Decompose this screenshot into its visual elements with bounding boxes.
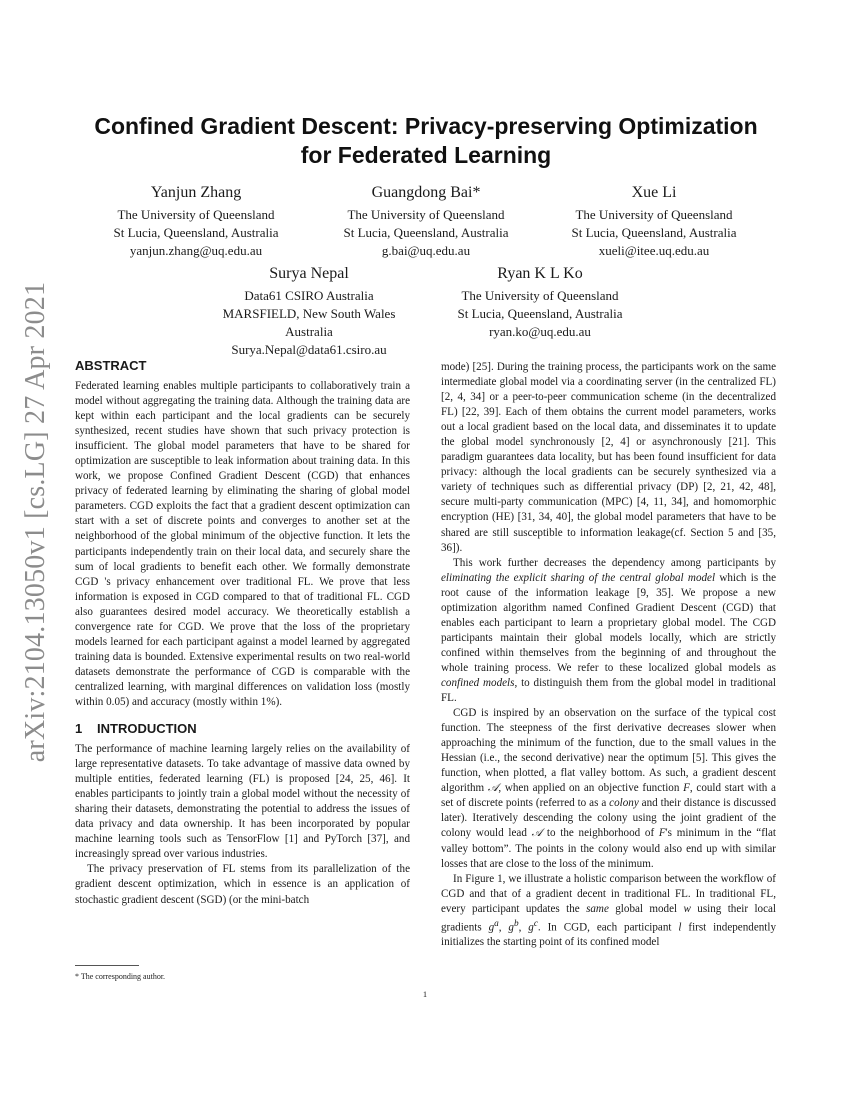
- text-run: . In CGD, each participant: [537, 921, 679, 934]
- introduction-paragraph-1: The performance of machine learning largely relies on the availability of large representative datasets. To take advantage of massive data owned by multiple entities, federated learning (FL) is proposed [24, 25, 46]. It enables participants to jointly train a global model without the necessity of sharing their datasets, demonstrating the potential to address the issues of data privacy and data ownership. It has been incorporated by popular machine learning tools such as TensorFlow [1] and PyTorch [37], and increasingly spread over various industries.: [75, 743, 410, 861]
- text-run: 's minimum in the “flat valley bottom”. The points in the colony would also end up with similar losses that are close to the loss of the minimum.: [441, 827, 776, 870]
- left-column: [75, 358, 410, 908]
- author-email: ryan.ko@uq.edu.au: [489, 324, 591, 339]
- body-paragraph-inspiration: [441, 706, 776, 872]
- text-run: , when applied on an objective function: [498, 782, 684, 795]
- author-email: g.bai@uq.edu.au: [381, 243, 471, 258]
- footnote-text: * The corresponding author.: [75, 972, 166, 981]
- math-symbol: w: [683, 902, 691, 915]
- text-run: global model: [608, 902, 684, 915]
- section-title: INTRODUCTION: [97, 721, 197, 737]
- math-symbol: l: [678, 921, 682, 934]
- author-affiliation: The University of Queensland: [461, 288, 619, 303]
- introduction-paragraph-2: The privacy preservation of FL stems from its parallelization of the gradient descent optimization, which in essence is an application of stochastic gradient descent (SGD) (or the mini-batch: [75, 863, 410, 906]
- right-column: [441, 360, 776, 951]
- author-block-3: [554, 183, 754, 260]
- body-paragraph-cgd-intro: [441, 556, 776, 706]
- arxiv-identifier-stamp: [14, 281, 58, 763]
- author-country: Australia: [285, 324, 333, 339]
- text-run: In Figure 1, we illustrate a holistic comparison between the workflow of CGD and that of a gradient decent in traditional FL. In traditional FL, every participant updates the: [441, 872, 776, 915]
- text-run: CGD is inspired by an observation on the surface of the typical cost function. The steepness of the first derivative decreases slower when approaching the minimum of the function, due to the small values in the Hessian (i.e., the second derivative) near the optimum [5]. This gives the function, when plotted, a flat valley bottom. As such, a gradient descent algorithm: [441, 707, 776, 795]
- author-block-2: [326, 183, 526, 260]
- math-superscript: c: [533, 918, 538, 929]
- author-location: St Lucia, Queensland, Australia: [571, 225, 737, 240]
- page-number: 1: [422, 989, 428, 999]
- author-location: MARSFIELD, New South Wales: [222, 306, 396, 321]
- author-name: Guangdong Bai*: [371, 184, 481, 201]
- emphasis-text: colony: [609, 797, 639, 810]
- paper-title: [80, 112, 772, 170]
- text-run: This work further decreases the dependency among participants by: [453, 556, 776, 569]
- author-name: Yanjun Zhang: [150, 184, 242, 201]
- author-affiliation: The University of Queensland: [575, 207, 733, 222]
- emphasis-text: same: [586, 902, 609, 915]
- body-paragraph-continued: mode) [25]. During the training process, the participants work on the same intermediate global model via a coordinating server (in the centralized FL) [2, 4, 34] or a peer-to-peer communication scheme (in the decentralized FL) [22, 39]. Each of them obtains the current model parameters, works out a local gradient based on the local data, and disseminates it to update the global model synchronously [2, 4] or asynchronously [21]. This paradigm guarantees data locality, but has been found insufficient for data privacy: although the local gradients can be securely synthesized via a variety of techniques such as differential privacy (DP) [2, 21, 42, 48], secure multi-party communication (MPC) [4, 11, 34], and homomorphic encryption (HE) [31, 34, 40], the global model parameters that have to be shared are still susceptible to information leakage(cf. Section 5 and [35, 36]).: [441, 361, 776, 554]
- author-block-5: [438, 264, 642, 341]
- math-symbol: g: [488, 921, 495, 934]
- text-run: using their local gradients: [441, 902, 776, 934]
- author-affiliation: The University of Queensland: [117, 207, 275, 222]
- text-run: to the neighborhood of: [542, 827, 659, 840]
- emphasis-text: eliminating the explicit sharing of the central global model: [441, 571, 716, 584]
- text-run: which is the root cause of the information leakage [9, 35]. We propose a new optimization algorithm named Confined Gradient Descent (CGD) that enables each participant to learn a proprietary global model. The CGD participants maintain their global models locally, which are strictly confined within themselves from the beginning of and throughout the whole training process. We refer to these localized global models as: [441, 571, 776, 674]
- author-location: St Lucia, Queensland, Australia: [457, 306, 623, 321]
- math-symbol: F: [683, 782, 690, 795]
- paper-title-line-2: for Federated Learning: [300, 142, 552, 168]
- author-location: St Lucia, Queensland, Australia: [343, 225, 509, 240]
- math-symbol: g: [528, 921, 534, 934]
- author-email: Surya.Nepal@data61.csiro.au: [231, 342, 387, 357]
- author-location: St Lucia, Queensland, Australia: [113, 225, 279, 240]
- body-paragraph-figure-1: In Figure 1, we illustrate a holistic comparison between the workflow of CGD and that of a gradient decent in traditional FL. In traditional FL, every participant updates the same global model w using their local gradients $g^a$, $g^b$, $g^c$. In CGD, each participant l first independently initializes the starting point of its confined model: [441, 872, 776, 949]
- math-superscript: b: [513, 918, 519, 929]
- introduction-heading: [75, 721, 410, 737]
- footnote: [75, 966, 410, 982]
- author-email: xueli@itee.uq.edu.au: [598, 243, 710, 258]
- paper-title-line-1: Confined Gradient Descent: Privacy-preserving Optimization: [94, 113, 758, 139]
- text-run: , could start with a set of discrete points (referred to as a: [441, 782, 776, 810]
- author-name: Surya Nepal: [269, 265, 349, 282]
- section-number: 1: [75, 721, 83, 737]
- math-superscript: a: [494, 918, 499, 929]
- text-run: , to distinguish them from the global model in traditional FL.: [441, 676, 777, 705]
- abstract-heading: ABSTRACT: [75, 358, 147, 373]
- text-run: first independently initializes the starting point of its confined model: [441, 921, 776, 949]
- author-email: yanjun.zhang@uq.edu.au: [129, 243, 263, 258]
- author-block-4: [204, 264, 414, 359]
- author-affiliation: The University of Queensland: [347, 207, 505, 222]
- math-symbol: F: [658, 827, 666, 840]
- emphasis-text: confined models: [441, 676, 515, 689]
- footnote-rule: [75, 965, 139, 972]
- math-symbol: 𝒜: [531, 827, 543, 840]
- abstract-text: Federated learning enables multiple participants to collaboratively train a model without aggregating the training data. Although the training data are kept within each participant and the local gradients can be securely synthesized, recent studies have shown that such privacy protection is insufficient. The global model parameters that have to be shared for optimization are susceptible to leak information about training data. In this work, we propose Confined Gradient Descent (CGD) that enhances privacy of federated learning by eliminating the sharing of global model parameters. CGD exploits the fact that a gradient descent optimization can start with a set of discrete points and converges to another set at the neighborhood of the global minimum of the objective function. It lets the participants independently train on their local data, and securely share the sum of local gradients to benefit each other. We formally demonstrate CGD 's privacy enhancement over traditional FL. We prove that less information is exposed in CGD compared to that of traditional FL. CGD also guarantees desired model accuracy. We theoretically establish a convergence rate for CGD. We prove that the loss of the proprietary models learned for each participant against a model learned by aggregated training data is bounded. Extensive experimental results on two real-world datasets demonstrate the performance of CGD is comparable with the centralized learning, with marginal differences on validation loss (mostly within 0.05) and accuracy (mostly within 1%).: [75, 380, 410, 708]
- author-name: Xue Li: [631, 184, 677, 201]
- author-block-1: [96, 183, 296, 260]
- arxiv-identifier-text: arXiv:2104.13050v1 [cs.LG] 27 Apr 2021: [20, 281, 51, 763]
- math-symbol: g: [508, 921, 514, 934]
- text-run: and their distance is discussed later). Iteratively descending the colony using the joint gradient of the colony would lead: [441, 797, 776, 840]
- math-symbol: 𝒜: [487, 782, 499, 795]
- author-name: Ryan K L Ko: [497, 265, 583, 282]
- author-affiliation: Data61 CSIRO Australia: [244, 288, 374, 303]
